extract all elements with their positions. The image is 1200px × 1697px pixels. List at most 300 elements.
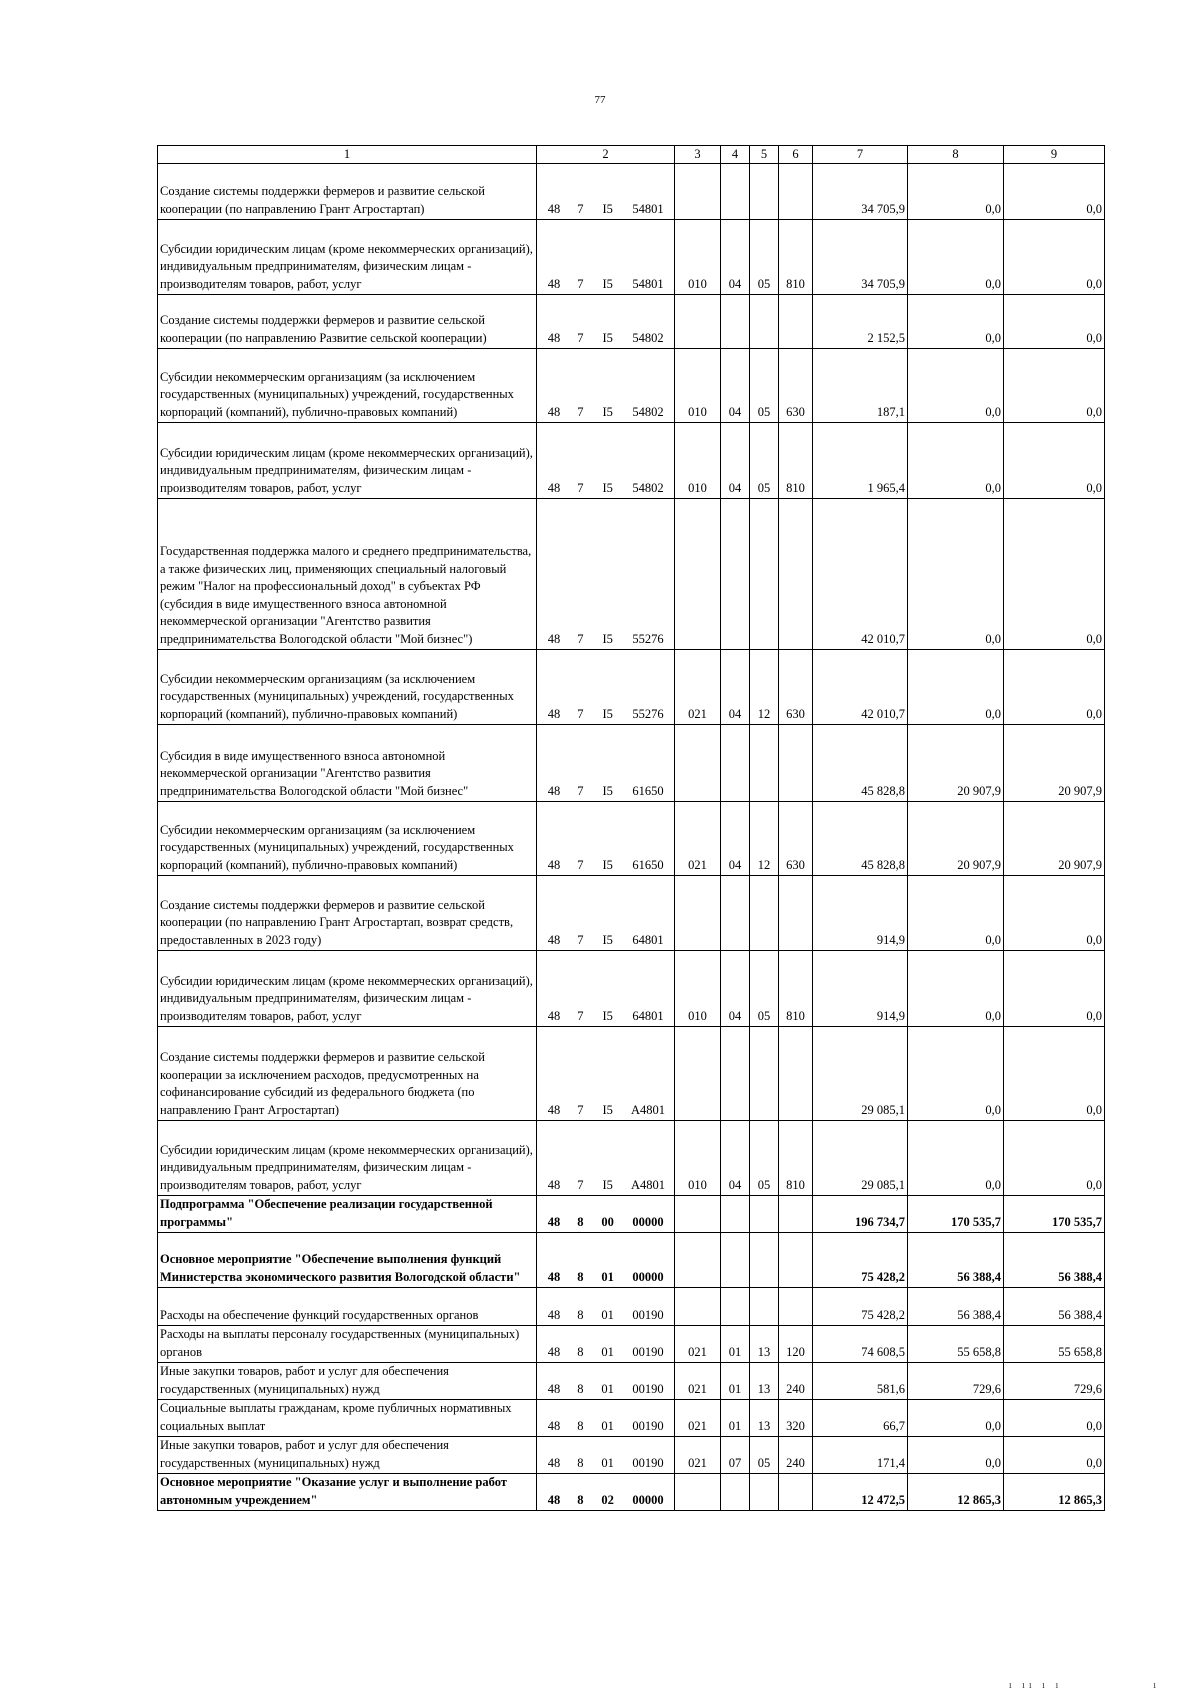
row-value-9: 0,0 (1004, 951, 1105, 1027)
row-col4 (721, 1196, 750, 1233)
row-value-9: 56 388,4 (1004, 1288, 1105, 1326)
row-value-8: 20 907,9 (908, 802, 1004, 876)
row-value-8: 0,0 (908, 164, 1004, 220)
row-col5 (750, 876, 779, 951)
code-part: 01 (601, 1418, 614, 1433)
table-row (158, 1196, 1105, 1233)
row-col3 (675, 164, 721, 220)
row-value-7: 171,4 (813, 1437, 908, 1474)
code-part: 48 (547, 706, 561, 721)
code-part: 00000 (632, 1214, 664, 1229)
code-part: 7 (577, 330, 584, 345)
code-part: 7 (577, 1102, 584, 1117)
code-part: I5 (602, 201, 613, 216)
row-name: Создание системы поддержки фермеров и развитие сельской кооперации (по направлению Грант Агростартап, возврат средств, предоставленных в 2023 году) (158, 876, 537, 951)
row-value-8: 170 535,7 (908, 1196, 1004, 1233)
table-row (158, 1474, 1105, 1511)
table-row (158, 1326, 1105, 1363)
row-col5: 05 (750, 1121, 779, 1196)
row-col3 (675, 725, 721, 802)
table-row (158, 295, 1105, 349)
row-value-9: 0,0 (1004, 1437, 1105, 1474)
row-col3 (675, 1233, 721, 1288)
row-col3 (675, 1474, 721, 1511)
code-part: 7 (577, 783, 584, 798)
row-value-7: 34 705,9 (813, 220, 908, 295)
row-value-9: 0,0 (1004, 1121, 1105, 1196)
row-value-8: 0,0 (908, 423, 1004, 499)
header-cell: 3 (675, 146, 721, 164)
row-name: Основное мероприятие "Обеспечение выполнения функций Министерства экономического развития Вологодской области" (158, 1233, 537, 1288)
header-cell: 9 (1004, 146, 1105, 164)
row-col3 (675, 1288, 721, 1326)
row-col4: 04 (721, 650, 750, 725)
row-col4: 04 (721, 349, 750, 423)
row-col5: 05 (750, 423, 779, 499)
row-value-9: 0,0 (1004, 349, 1105, 423)
code-part: 64801 (632, 1008, 664, 1023)
code-part: I5 (602, 330, 613, 345)
row-col3 (675, 295, 721, 349)
row-value-7: 66,7 (813, 1400, 908, 1437)
row-col5 (750, 1233, 779, 1288)
code-part: 7 (577, 480, 584, 495)
row-col5: 13 (750, 1363, 779, 1400)
code-part: 54801 (632, 276, 664, 291)
row-col3: 010 (675, 951, 721, 1027)
row-name: Субсидии некоммерческим организациям (за исключением государственных (муниципальных) учреждений, государственных корпораций (компаний), публично-правовых компаний) (158, 650, 537, 725)
code-part: I5 (602, 857, 613, 872)
row-col6: 810 (779, 423, 813, 499)
row-col5: 05 (750, 951, 779, 1027)
row-name: Подпрограмма "Обеспечение реализации государственной программы" (158, 1196, 537, 1233)
code-part: 48 (547, 1269, 561, 1284)
row-col5: 05 (750, 1437, 779, 1474)
table-row (158, 423, 1105, 499)
row-codes (537, 1400, 675, 1437)
row-col3 (675, 1196, 721, 1233)
row-value-8: 0,0 (908, 1121, 1004, 1196)
row-col5 (750, 1474, 779, 1511)
code-part: 00 (601, 1214, 614, 1229)
code-part: I5 (602, 404, 613, 419)
row-codes (537, 349, 675, 423)
row-value-9: 0,0 (1004, 164, 1105, 220)
code-part: 8 (577, 1418, 584, 1433)
code-part: 48 (547, 1418, 561, 1433)
row-codes (537, 1363, 675, 1400)
row-col6 (779, 1288, 813, 1326)
row-col5 (750, 1288, 779, 1326)
code-part: 7 (577, 857, 584, 872)
row-col6 (779, 876, 813, 951)
code-part: 48 (547, 857, 561, 872)
row-value-8: 56 388,4 (908, 1233, 1004, 1288)
header-cell: 1 (158, 146, 537, 164)
row-codes (537, 1326, 675, 1363)
row-col3: 021 (675, 1363, 721, 1400)
row-name: Государственная поддержка малого и среднего предпринимательства, а также физических лиц, применяющих специальный налоговый режим "Налог на профессиональный доход" в субъектах РФ (субсидия в виде имущественного взноса автономной некоммерческой организации "Агентство развития предпринимательства Вологодской области "Мой бизнес") (158, 499, 537, 650)
code-part: I5 (602, 1102, 613, 1117)
row-value-8: 729,6 (908, 1363, 1004, 1400)
row-codes (537, 951, 675, 1027)
code-part: 48 (547, 1102, 561, 1117)
row-col6: 320 (779, 1400, 813, 1437)
code-part: 00190 (632, 1344, 664, 1359)
row-col6 (779, 725, 813, 802)
row-codes (537, 725, 675, 802)
row-value-8: 56 388,4 (908, 1288, 1004, 1326)
table-row (158, 1288, 1105, 1326)
row-col6: 240 (779, 1437, 813, 1474)
row-col4: 04 (721, 1121, 750, 1196)
row-value-7: 45 828,8 (813, 725, 908, 802)
header-row (158, 146, 1105, 164)
row-col4 (721, 1027, 750, 1121)
code-part: 61650 (632, 783, 664, 798)
row-col4 (721, 1288, 750, 1326)
row-col5: 12 (750, 802, 779, 876)
row-col6 (779, 1196, 813, 1233)
code-part: 48 (547, 1381, 561, 1396)
code-part: 48 (547, 1344, 561, 1359)
code-part: 54802 (632, 480, 664, 495)
row-codes (537, 1474, 675, 1511)
row-value-9: 170 535,7 (1004, 1196, 1105, 1233)
code-part: 01 (601, 1455, 614, 1470)
row-name: Субсидии юридическим лицам (кроме некоммерческих организаций), индивидуальным предпринимателям, физическим лицам - производителям товаров, работ, услуг (158, 951, 537, 1027)
row-name: Основное мероприятие "Оказание услуг и выполнение работ автономным учреждением" (158, 1474, 537, 1511)
row-name: Субсидия в виде имущественного взноса автономной некоммерческой организации "Агентство развития предпринимательства Вологодской области "Мой бизнес" (158, 725, 537, 802)
row-value-8: 55 658,8 (908, 1326, 1004, 1363)
row-col5 (750, 295, 779, 349)
row-codes (537, 1121, 675, 1196)
row-value-8: 12 865,3 (908, 1474, 1004, 1511)
row-col3: 010 (675, 1121, 721, 1196)
table-row (158, 1121, 1105, 1196)
code-part: 01 (601, 1344, 614, 1359)
table-row (158, 1437, 1105, 1474)
code-part: 7 (577, 404, 584, 419)
row-value-9: 0,0 (1004, 295, 1105, 349)
code-part: 01 (601, 1269, 614, 1284)
code-part: 8 (577, 1307, 584, 1322)
code-part: 7 (577, 1177, 584, 1192)
row-value-9: 0,0 (1004, 1027, 1105, 1121)
row-value-7: 29 085,1 (813, 1027, 908, 1121)
code-part: 48 (547, 276, 561, 291)
row-col4: 04 (721, 220, 750, 295)
code-part: I5 (602, 783, 613, 798)
code-part: I5 (602, 706, 613, 721)
row-col3: 010 (675, 220, 721, 295)
row-codes (537, 295, 675, 349)
row-col3 (675, 1027, 721, 1121)
row-col5: 13 (750, 1400, 779, 1437)
page-number: 77 (594, 94, 606, 106)
code-part: 02 (601, 1492, 614, 1507)
row-name: Субсидии некоммерческим организациям (за исключением государственных (муниципальных) учреждений, государственных корпораций (компаний), публично-правовых компаний) (158, 802, 537, 876)
row-value-9: 55 658,8 (1004, 1326, 1105, 1363)
code-part: 54802 (632, 404, 664, 419)
row-col3: 010 (675, 423, 721, 499)
row-codes (537, 876, 675, 951)
row-col4: 07 (721, 1437, 750, 1474)
row-col6: 120 (779, 1326, 813, 1363)
row-value-9: 729,6 (1004, 1363, 1105, 1400)
code-part: 00000 (632, 1269, 664, 1284)
code-part: 61650 (632, 857, 664, 872)
row-col3 (675, 499, 721, 650)
row-value-7: 581,6 (813, 1363, 908, 1400)
header-cell: 7 (813, 146, 908, 164)
row-col4: 04 (721, 423, 750, 499)
scan-marks: ı ıı ı ı ı (1008, 1680, 1160, 1691)
code-part: 48 (547, 783, 561, 798)
table-row (158, 499, 1105, 650)
table-row (158, 951, 1105, 1027)
code-part: 8 (577, 1492, 584, 1507)
table-row (158, 876, 1105, 951)
row-col4: 04 (721, 951, 750, 1027)
code-part: 8 (577, 1381, 584, 1396)
row-value-8: 0,0 (908, 499, 1004, 650)
table-row (158, 220, 1105, 295)
row-col5 (750, 725, 779, 802)
code-part: 8 (577, 1455, 584, 1470)
row-col4 (721, 1233, 750, 1288)
row-col3: 021 (675, 802, 721, 876)
row-col4 (721, 164, 750, 220)
row-col6: 630 (779, 802, 813, 876)
row-codes (537, 1437, 675, 1474)
row-col3: 021 (675, 1437, 721, 1474)
row-col6: 630 (779, 650, 813, 725)
row-col5: 05 (750, 220, 779, 295)
row-value-7: 187,1 (813, 349, 908, 423)
row-name: Создание системы поддержки фермеров и развитие сельской кооперации за исключением расходов, предусмотренных на софинансирование субсидий из федерального бюджета (по направлению Грант Агростартап) (158, 1027, 537, 1121)
row-col6 (779, 499, 813, 650)
row-value-8: 0,0 (908, 650, 1004, 725)
row-name: Субсидии юридическим лицам (кроме некоммерческих организаций), индивидуальным предпринимателям, физическим лицам - производителям товаров, работ, услуг (158, 220, 537, 295)
row-col6 (779, 1233, 813, 1288)
code-part: 8 (577, 1214, 584, 1229)
row-col6 (779, 164, 813, 220)
row-codes (537, 423, 675, 499)
header-cell: 5 (750, 146, 779, 164)
row-col4 (721, 1474, 750, 1511)
code-part: I5 (602, 631, 613, 646)
code-part: 48 (547, 330, 561, 345)
row-codes (537, 1196, 675, 1233)
table-row (158, 164, 1105, 220)
row-value-7: 42 010,7 (813, 650, 908, 725)
header-cell: 8 (908, 146, 1004, 164)
code-part: 7 (577, 932, 584, 947)
row-value-8: 0,0 (908, 951, 1004, 1027)
row-value-7: 914,9 (813, 951, 908, 1027)
row-col5: 13 (750, 1326, 779, 1363)
table-row (158, 802, 1105, 876)
code-part: 48 (547, 1008, 561, 1023)
row-col4 (721, 295, 750, 349)
row-col4 (721, 876, 750, 951)
code-part: 48 (547, 1214, 561, 1229)
row-value-9: 0,0 (1004, 876, 1105, 951)
row-col3 (675, 876, 721, 951)
row-col5 (750, 499, 779, 650)
row-codes (537, 1027, 675, 1121)
code-part: 54802 (632, 330, 664, 345)
table-row (158, 1233, 1105, 1288)
code-part: 48 (547, 1177, 561, 1192)
table-row (158, 1027, 1105, 1121)
row-value-9: 0,0 (1004, 499, 1105, 650)
code-part: 48 (547, 631, 561, 646)
row-codes (537, 164, 675, 220)
row-value-7: 1 965,4 (813, 423, 908, 499)
code-part: 7 (577, 631, 584, 646)
code-part: 00190 (632, 1381, 664, 1396)
row-col6 (779, 295, 813, 349)
row-col4 (721, 499, 750, 650)
row-value-8: 0,0 (908, 1437, 1004, 1474)
row-col4: 04 (721, 802, 750, 876)
code-part: 48 (547, 1455, 561, 1470)
code-part: 55276 (632, 631, 664, 646)
row-value-7: 42 010,7 (813, 499, 908, 650)
code-part: 64801 (632, 932, 664, 947)
row-value-9: 0,0 (1004, 650, 1105, 725)
code-part: A4801 (630, 1177, 665, 1192)
row-col4: 01 (721, 1400, 750, 1437)
code-part: 55276 (632, 706, 664, 721)
row-col6: 810 (779, 951, 813, 1027)
row-value-9: 0,0 (1004, 1400, 1105, 1437)
row-name: Субсидии юридическим лицам (кроме некоммерческих организаций), индивидуальным предпринимателям, физическим лицам - производителям товаров, работ, услуг (158, 1121, 537, 1196)
row-col6: 810 (779, 220, 813, 295)
row-codes (537, 499, 675, 650)
row-codes (537, 650, 675, 725)
table-row (158, 725, 1105, 802)
row-value-7: 2 152,5 (813, 295, 908, 349)
code-part: I5 (602, 1177, 613, 1192)
code-part: I5 (602, 276, 613, 291)
row-name: Иные закупки товаров, работ и услуг для обеспечения государственных (муниципальных) нужд (158, 1363, 537, 1400)
code-part: 8 (577, 1344, 584, 1359)
budget-table (157, 145, 1105, 1511)
row-value-8: 0,0 (908, 349, 1004, 423)
code-part: 48 (547, 404, 561, 419)
row-col6: 240 (779, 1363, 813, 1400)
row-col5: 12 (750, 650, 779, 725)
code-part: 00000 (632, 1492, 664, 1507)
row-value-8: 20 907,9 (908, 725, 1004, 802)
code-part: 00190 (632, 1455, 664, 1470)
row-col6 (779, 1027, 813, 1121)
row-value-9: 12 865,3 (1004, 1474, 1105, 1511)
row-value-8: 0,0 (908, 295, 1004, 349)
code-part: 48 (547, 932, 561, 947)
row-col3: 021 (675, 650, 721, 725)
code-part: 48 (547, 1492, 561, 1507)
code-part: I5 (602, 932, 613, 947)
row-name: Социальные выплаты гражданам, кроме публичных нормативных социальных выплат (158, 1400, 537, 1437)
row-value-8: 0,0 (908, 876, 1004, 951)
row-value-9: 20 907,9 (1004, 725, 1105, 802)
row-col5: 05 (750, 349, 779, 423)
row-value-8: 0,0 (908, 1400, 1004, 1437)
row-value-8: 0,0 (908, 1027, 1004, 1121)
code-part: 00190 (632, 1418, 664, 1433)
row-col3: 021 (675, 1326, 721, 1363)
row-col3: 021 (675, 1400, 721, 1437)
row-col6 (779, 1474, 813, 1511)
row-value-7: 12 472,5 (813, 1474, 908, 1511)
code-part: 48 (547, 201, 561, 216)
code-part: 01 (601, 1307, 614, 1322)
code-part: 01 (601, 1381, 614, 1396)
table-row (158, 1400, 1105, 1437)
row-value-9: 0,0 (1004, 423, 1105, 499)
row-col3: 010 (675, 349, 721, 423)
row-value-7: 75 428,2 (813, 1288, 908, 1326)
code-part: A4801 (630, 1102, 665, 1117)
table-row (158, 650, 1105, 725)
code-part: 8 (577, 1269, 584, 1284)
row-value-7: 34 705,9 (813, 164, 908, 220)
row-value-9: 56 388,4 (1004, 1233, 1105, 1288)
row-name: Субсидии юридическим лицам (кроме некоммерческих организаций), индивидуальным предпринимателям, физическим лицам - производителям товаров, работ, услуг (158, 423, 537, 499)
code-part: 7 (577, 276, 584, 291)
row-value-7: 196 734,7 (813, 1196, 908, 1233)
row-name: Расходы на выплаты персоналу государственных (муниципальных) органов (158, 1326, 537, 1363)
row-codes (537, 1288, 675, 1326)
code-part: 54801 (632, 201, 664, 216)
row-col6: 630 (779, 349, 813, 423)
table-row (158, 349, 1105, 423)
header-cell: 2 (537, 146, 675, 164)
code-part: 7 (577, 1008, 584, 1023)
row-value-7: 914,9 (813, 876, 908, 951)
row-codes (537, 802, 675, 876)
row-value-7: 74 608,5 (813, 1326, 908, 1363)
code-part: 7 (577, 201, 584, 216)
code-part: 00190 (632, 1307, 664, 1322)
code-part: I5 (602, 480, 613, 495)
row-codes (537, 220, 675, 295)
header-cell: 6 (779, 146, 813, 164)
row-col5 (750, 1027, 779, 1121)
row-name: Субсидии некоммерческим организациям (за исключением государственных (муниципальных) учреждений, государственных корпораций (компаний), публично-правовых компаний) (158, 349, 537, 423)
table-row (158, 1363, 1105, 1400)
row-value-9: 20 907,9 (1004, 802, 1105, 876)
row-name: Иные закупки товаров, работ и услуг для обеспечения государственных (муниципальных) нужд (158, 1437, 537, 1474)
row-value-9: 0,0 (1004, 220, 1105, 295)
row-name: Создание системы поддержки фермеров и развитие сельской кооперации (по направлению Развитие сельской кооперации) (158, 295, 537, 349)
row-value-7: 29 085,1 (813, 1121, 908, 1196)
row-codes (537, 1233, 675, 1288)
code-part: 48 (547, 1307, 561, 1322)
code-part: I5 (602, 1008, 613, 1023)
row-col5 (750, 1196, 779, 1233)
row-col4 (721, 725, 750, 802)
row-col6: 810 (779, 1121, 813, 1196)
row-value-7: 45 828,8 (813, 802, 908, 876)
row-value-8: 0,0 (908, 220, 1004, 295)
code-part: 7 (577, 706, 584, 721)
row-name: Расходы на обеспечение функций государственных органов (158, 1288, 537, 1326)
